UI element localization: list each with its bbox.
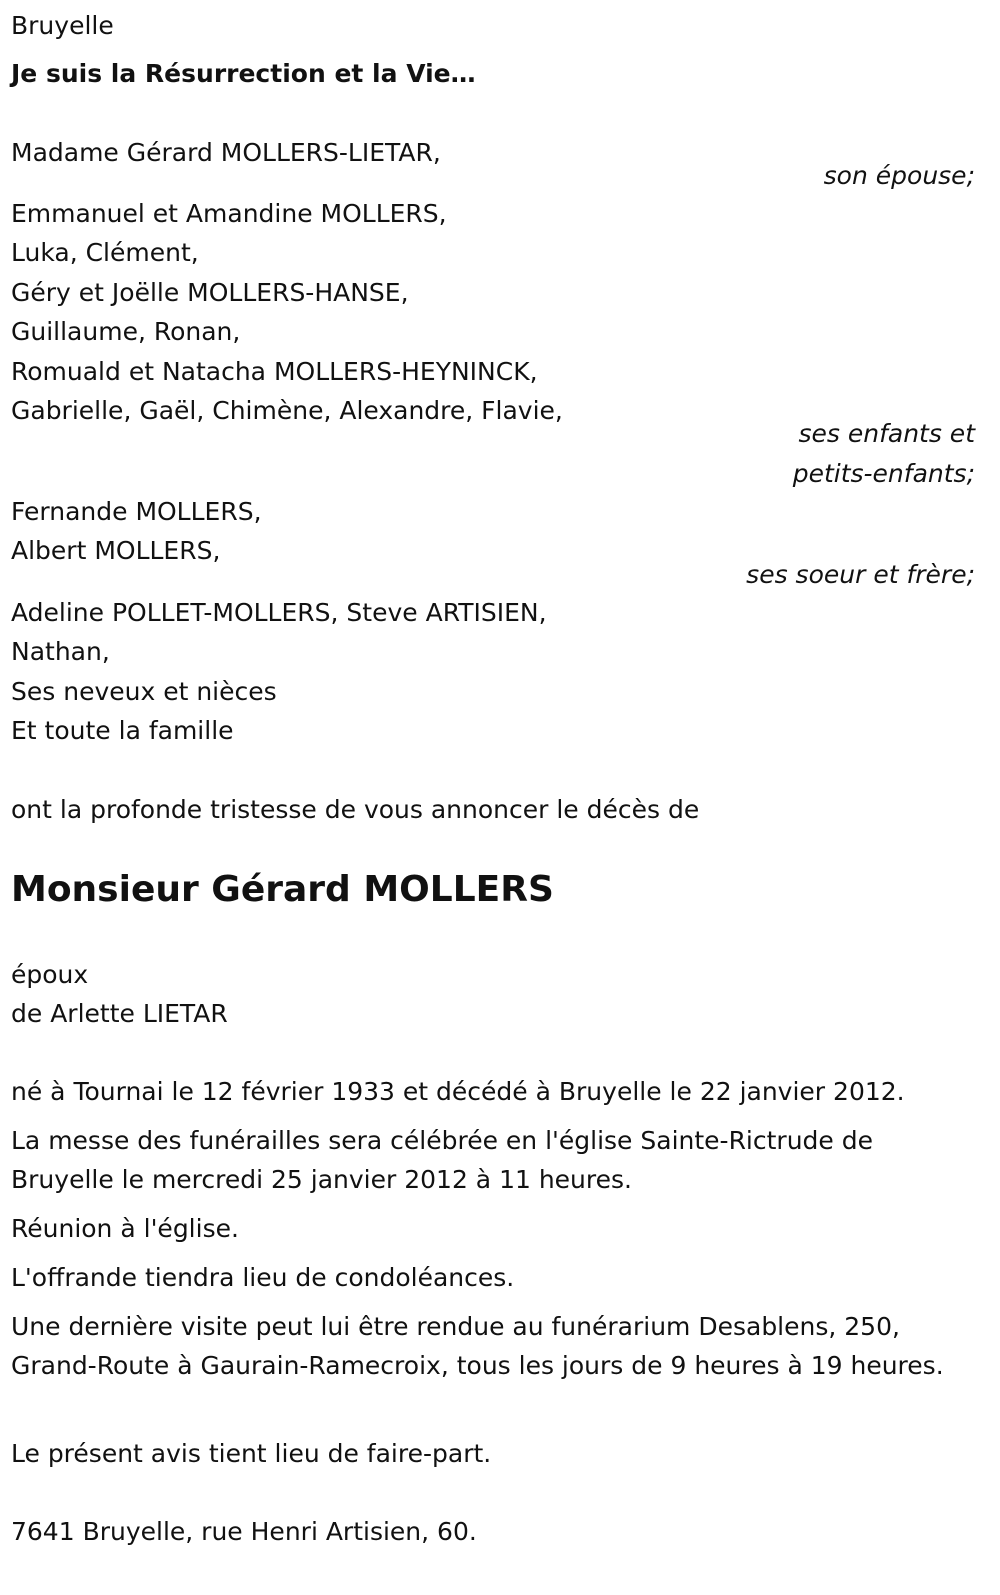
family-line: Nathan,: [11, 637, 110, 667]
relation-line1: époux: [11, 960, 89, 989]
siblings-group: [11, 492, 975, 594]
address-text: 7641 Bruyelle, rue Henri Artisien, 60.: [11, 1517, 477, 1546]
sibling-name: Fernande MOLLERS,: [11, 497, 262, 526]
offering-text: L'offrande tiendra lieu de condoléances.: [11, 1263, 515, 1292]
children-role-line2: petits-enfants;: [792, 458, 975, 488]
family-line: Adeline POLLET-MOLLERS, Steve ARTISIEN,: [11, 598, 547, 627]
sibling-name: Albert MOLLERS,: [11, 536, 221, 566]
children-role-line1: ses enfants et: [798, 419, 975, 449]
child-name: Luka, Clément,: [11, 238, 199, 268]
extended-family-group: [11, 593, 975, 751]
family-line: Et toute la famille: [11, 716, 234, 746]
child-name: Romuald et Natacha MOLLERS-HEYNINCK,: [11, 356, 538, 386]
deceased-name: Monsieur Gérard MOLLERS: [11, 869, 554, 910]
child-name: Guillaume, Ronan,: [11, 317, 241, 347]
spouse-group: [11, 133, 975, 196]
child-name: Emmanuel et Amandine MOLLERS,: [11, 199, 447, 228]
announcement-text: ont la profonde tristesse de vous annoncer le décès de: [11, 795, 700, 824]
relation-line2: de Arlette LIETAR: [11, 999, 228, 1029]
visit-text: Une dernière visite peut lui être rendue au funérarium Desablens, 250, Grand-Route à Gaurain-Ramecroix, tous les jours de 9 heures à 19 heures.: [11, 1312, 944, 1381]
notice-text: Le présent avis tient lieu de faire-part.: [11, 1439, 492, 1468]
spouse-name: Madame Gérard MOLLERS-LIETAR,: [11, 138, 441, 167]
spouse-role: son épouse;: [823, 161, 975, 191]
siblings-role: ses soeur et frère;: [746, 559, 975, 589]
meeting-text: Réunion à l'église.: [11, 1214, 239, 1243]
bible-verse: Je suis la Résurrection et la Vie…: [11, 59, 476, 88]
children-group: [11, 194, 975, 493]
funeral-text: La messe des funérailles sera célébrée en l'église Sainte-Rictrude de Bruyelle le mercredi 25 janvier 2012 à 11 heures.: [11, 1126, 873, 1195]
family-line: Ses neveux et nièces: [11, 676, 277, 706]
relation-group: [11, 955, 975, 1034]
location-heading: Bruyelle: [11, 11, 114, 40]
child-name: Géry et Joëlle MOLLERS-HANSE,: [11, 277, 409, 307]
birth-death-text: né à Tournai le 12 février 1933 et décédé à Bruyelle le 22 janvier 2012.: [11, 1077, 905, 1106]
child-name: Gabrielle, Gaël, Chimène, Alexandre, Flavie,: [11, 396, 563, 426]
